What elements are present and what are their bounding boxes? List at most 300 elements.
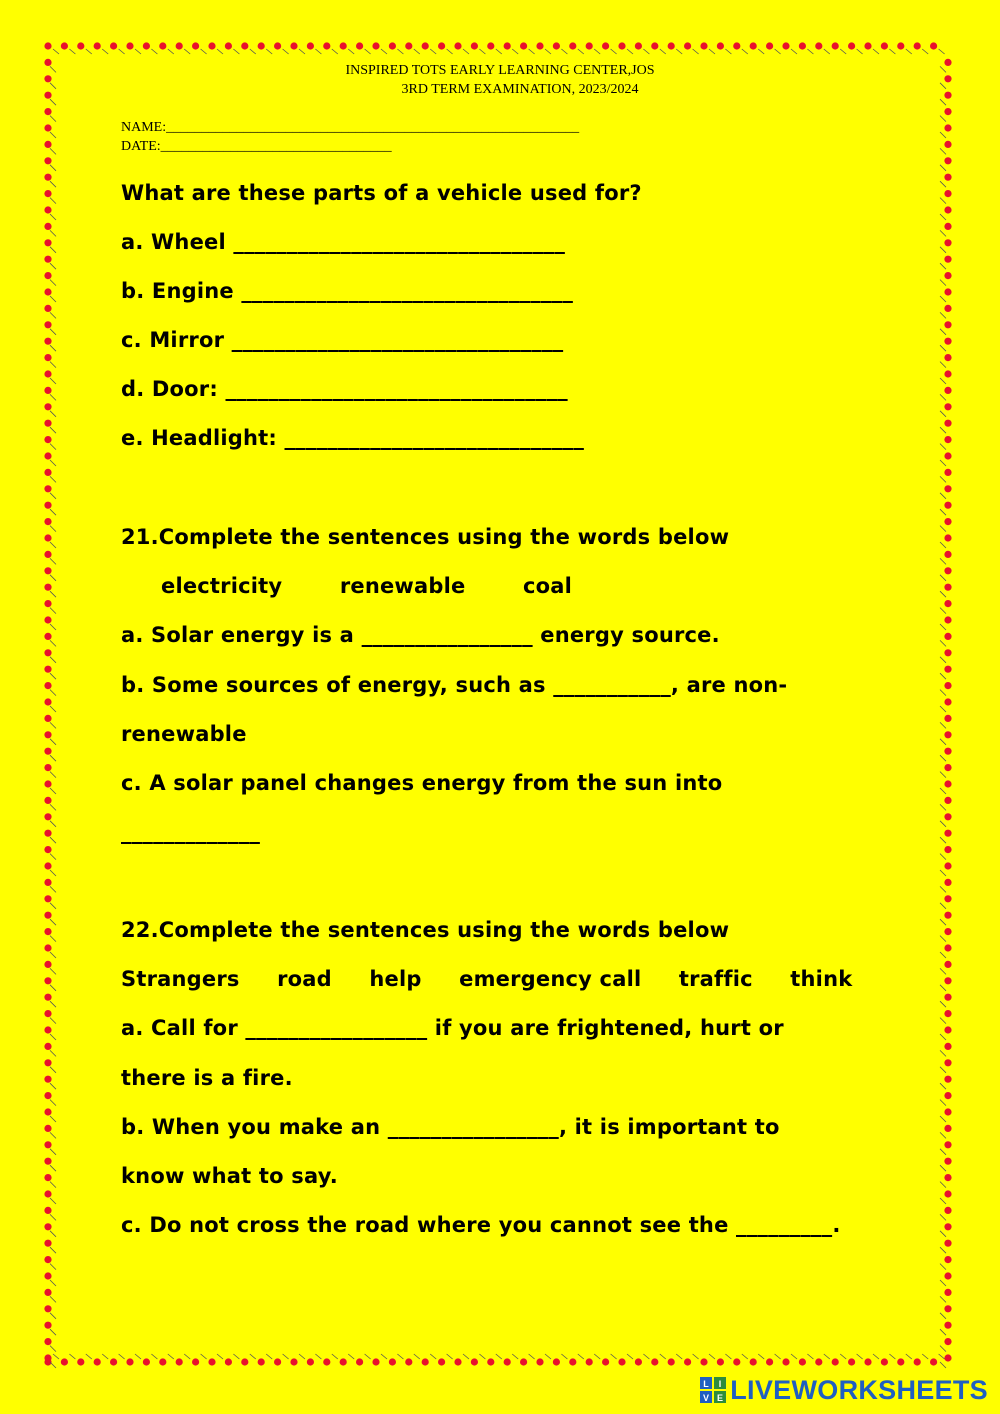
border-stroke bbox=[53, 1354, 59, 1359]
border-dot bbox=[815, 1358, 822, 1365]
border-dot bbox=[44, 567, 51, 574]
border-dot bbox=[799, 42, 806, 49]
border-stroke bbox=[940, 936, 946, 942]
border-dot bbox=[782, 42, 789, 49]
border-stroke bbox=[50, 394, 56, 400]
question-21-sentence-b[interactable]: b. Some sources of energy, such as ___________, are non- bbox=[121, 673, 788, 697]
border-dot bbox=[44, 321, 51, 328]
border-stroke bbox=[348, 49, 354, 54]
border-dot bbox=[944, 567, 951, 574]
border-dot bbox=[44, 288, 51, 295]
word-bank-item: Strangers bbox=[121, 967, 240, 991]
border-stroke bbox=[940, 345, 946, 351]
border-dot bbox=[897, 42, 904, 49]
border-dot bbox=[405, 1358, 412, 1365]
border-dot bbox=[44, 616, 51, 623]
border-stroke bbox=[940, 116, 946, 122]
border-dot bbox=[602, 1358, 609, 1365]
border-stroke bbox=[50, 345, 56, 351]
border-stroke bbox=[529, 1354, 535, 1359]
border-dot bbox=[258, 42, 265, 49]
border-stroke bbox=[940, 427, 946, 433]
border-dot bbox=[944, 1207, 951, 1214]
border-stroke bbox=[940, 296, 946, 302]
border-dot bbox=[944, 1010, 951, 1017]
border-stroke bbox=[50, 1132, 56, 1138]
border-dot bbox=[750, 1358, 757, 1365]
border-stroke bbox=[940, 1083, 946, 1089]
border-stroke bbox=[50, 919, 56, 925]
border-stroke bbox=[365, 1354, 371, 1359]
border-dot bbox=[44, 961, 51, 968]
border-dot bbox=[944, 1322, 951, 1329]
border-stroke bbox=[50, 378, 56, 384]
border-dot bbox=[944, 272, 951, 279]
border-stroke bbox=[479, 1354, 485, 1359]
border-dot bbox=[944, 534, 951, 541]
word-bank-item: coal bbox=[522, 574, 573, 598]
border-stroke bbox=[50, 1247, 56, 1253]
border-stroke bbox=[940, 460, 946, 466]
border-dot bbox=[944, 1059, 951, 1066]
border-dot bbox=[126, 1358, 133, 1365]
border-dot bbox=[44, 452, 51, 459]
border-dot bbox=[44, 944, 51, 951]
border-stroke bbox=[50, 1001, 56, 1007]
border-stroke bbox=[676, 1354, 682, 1359]
border-stroke bbox=[332, 1354, 338, 1359]
border-stroke bbox=[940, 804, 946, 810]
vehicle-item-engine[interactable]: b. Engine _______________________________ bbox=[121, 279, 574, 303]
vehicle-item-door[interactable]: d. Door: ________________________________ bbox=[121, 377, 568, 401]
border-stroke bbox=[940, 1264, 946, 1270]
border-stroke bbox=[940, 870, 946, 876]
border-dot bbox=[290, 42, 297, 49]
border-stroke bbox=[940, 444, 946, 450]
border-dot bbox=[110, 42, 117, 49]
border-dot bbox=[944, 420, 951, 427]
border-dot bbox=[944, 190, 951, 197]
border-dot bbox=[44, 502, 51, 509]
border-dot bbox=[944, 813, 951, 820]
question-22-sentence-c[interactable]: c. Do not cross the road where you cannot see the _________. bbox=[121, 1213, 841, 1237]
border-stroke bbox=[151, 1354, 157, 1359]
border-stroke bbox=[611, 49, 617, 54]
border-stroke bbox=[660, 1354, 666, 1359]
border-stroke bbox=[50, 181, 56, 187]
vehicle-item-wheel[interactable]: a. Wheel _______________________________ bbox=[121, 230, 566, 254]
border-dot bbox=[44, 256, 51, 263]
border-dot bbox=[77, 42, 84, 49]
border-dot bbox=[944, 912, 951, 919]
border-stroke bbox=[217, 1354, 223, 1359]
border-dot bbox=[944, 305, 951, 312]
border-dot bbox=[944, 485, 951, 492]
border-dot bbox=[881, 42, 888, 49]
border-dot bbox=[44, 1059, 51, 1066]
border-dot bbox=[44, 1174, 51, 1181]
border-stroke bbox=[53, 49, 59, 54]
border-dot bbox=[44, 518, 51, 525]
border-stroke bbox=[397, 1354, 403, 1359]
border-dot bbox=[143, 1358, 150, 1365]
border-dot bbox=[944, 174, 951, 181]
border-stroke bbox=[561, 49, 567, 54]
border-dot bbox=[832, 1358, 839, 1365]
border-stroke bbox=[151, 49, 157, 54]
border-stroke bbox=[940, 1050, 946, 1056]
border-stroke bbox=[578, 1354, 584, 1359]
border-dot bbox=[944, 108, 951, 115]
border-dot bbox=[553, 1358, 560, 1365]
border-stroke bbox=[50, 526, 56, 532]
border-stroke bbox=[50, 542, 56, 548]
word-bank-item: electricity bbox=[161, 574, 283, 598]
border-dot bbox=[832, 42, 839, 49]
border-dot bbox=[944, 288, 951, 295]
border-stroke bbox=[857, 1354, 863, 1359]
border-stroke bbox=[940, 132, 946, 138]
border-stroke bbox=[381, 1354, 387, 1359]
border-dot bbox=[192, 42, 199, 49]
border-stroke bbox=[940, 558, 946, 564]
border-stroke bbox=[940, 198, 946, 204]
border-stroke bbox=[940, 985, 946, 991]
border-dot bbox=[944, 387, 951, 394]
border-dot bbox=[700, 1358, 707, 1365]
border-dot bbox=[944, 928, 951, 935]
border-stroke bbox=[940, 657, 946, 663]
border-dot bbox=[454, 1358, 461, 1365]
vehicle-item-headlight[interactable]: e. Headlight: ____________________________ bbox=[121, 426, 585, 450]
question-22-sentence-b[interactable]: b. When you make an ________________, it is important to bbox=[121, 1115, 780, 1139]
border-stroke bbox=[840, 1354, 846, 1359]
border-stroke bbox=[940, 362, 946, 368]
border-stroke bbox=[447, 49, 453, 54]
border-dot bbox=[356, 1358, 363, 1365]
border-stroke bbox=[627, 49, 633, 54]
border-stroke bbox=[50, 312, 56, 318]
border-stroke bbox=[50, 198, 56, 204]
border-dot bbox=[520, 1358, 527, 1365]
border-dot bbox=[504, 1358, 511, 1365]
border-dot bbox=[944, 1141, 951, 1148]
border-stroke bbox=[940, 1214, 946, 1220]
border-dot bbox=[944, 1240, 951, 1247]
question-21-sentence-a[interactable]: a. Solar energy is a ________________ energy source. bbox=[121, 623, 720, 647]
border-dot bbox=[684, 1358, 691, 1365]
border-dot bbox=[944, 1076, 951, 1083]
border-dot bbox=[536, 1358, 543, 1365]
border-stroke bbox=[50, 444, 56, 450]
border-dot bbox=[944, 1256, 951, 1263]
border-dot bbox=[44, 780, 51, 787]
border-stroke bbox=[940, 722, 946, 728]
border-dot bbox=[944, 944, 951, 951]
border-dot bbox=[44, 338, 51, 345]
border-stroke bbox=[315, 1354, 321, 1359]
border-dot bbox=[536, 42, 543, 49]
border-stroke bbox=[50, 1296, 56, 1302]
border-stroke bbox=[50, 558, 56, 564]
border-dot bbox=[44, 141, 51, 148]
question-21-title: 21.Complete the sentences using the words below bbox=[121, 525, 730, 549]
border-dot bbox=[44, 485, 51, 492]
border-dot bbox=[944, 600, 951, 607]
border-dot bbox=[944, 1338, 951, 1345]
vehicle-item-mirror[interactable]: c. Mirror _______________________________ bbox=[121, 328, 564, 352]
border-dot bbox=[44, 1125, 51, 1132]
border-dot bbox=[651, 42, 658, 49]
question-22-title: 22.Complete the sentences using the words below bbox=[121, 918, 730, 942]
border-dot bbox=[44, 1076, 51, 1083]
border-stroke bbox=[50, 886, 56, 892]
border-dot bbox=[944, 846, 951, 853]
border-stroke bbox=[233, 1354, 239, 1359]
question-21-answer-blank-c[interactable]: _____________ bbox=[121, 820, 261, 844]
question-22-sentence-a[interactable]: a. Call for _________________ if you are frightened, hurt or bbox=[121, 1016, 784, 1040]
border-dot bbox=[944, 748, 951, 755]
border-stroke bbox=[365, 49, 371, 54]
border-dot bbox=[44, 370, 51, 377]
border-dot bbox=[944, 1272, 951, 1279]
border-stroke bbox=[940, 1296, 946, 1302]
border-stroke bbox=[168, 49, 174, 54]
border-stroke bbox=[742, 49, 748, 54]
border-dot bbox=[944, 1125, 951, 1132]
border-stroke bbox=[725, 49, 731, 54]
border-dot bbox=[44, 1305, 51, 1312]
border-stroke bbox=[940, 312, 946, 318]
word-bank-item: think bbox=[790, 967, 853, 991]
border-stroke bbox=[50, 362, 56, 368]
border-stroke bbox=[643, 1354, 649, 1359]
border-dot bbox=[944, 469, 951, 476]
border-dot bbox=[944, 338, 951, 345]
border-dot bbox=[944, 518, 951, 525]
border-stroke bbox=[940, 1329, 946, 1335]
border-dot bbox=[44, 1272, 51, 1279]
border-dot bbox=[815, 42, 822, 49]
border-dot bbox=[44, 1322, 51, 1329]
border-dot bbox=[569, 42, 576, 49]
border-dot bbox=[44, 1010, 51, 1017]
border-stroke bbox=[940, 575, 946, 581]
border-stroke bbox=[758, 49, 764, 54]
border-stroke bbox=[50, 329, 56, 335]
border-dot bbox=[44, 124, 51, 131]
border-dot bbox=[782, 1358, 789, 1365]
border-dot bbox=[944, 633, 951, 640]
border-dot bbox=[44, 1256, 51, 1263]
border-stroke bbox=[940, 1018, 946, 1024]
border-dot bbox=[944, 321, 951, 328]
border-stroke bbox=[217, 49, 223, 54]
border-stroke bbox=[50, 1116, 56, 1122]
border-dot bbox=[799, 1358, 806, 1365]
question-22-sentence-a-cont: there is a fire. bbox=[121, 1066, 293, 1090]
border-stroke bbox=[824, 49, 830, 54]
border-dot bbox=[944, 797, 951, 804]
border-dot bbox=[471, 1358, 478, 1365]
border-stroke bbox=[940, 1100, 946, 1106]
border-stroke bbox=[940, 1149, 946, 1155]
border-stroke bbox=[50, 788, 56, 794]
border-dot bbox=[44, 190, 51, 197]
border-stroke bbox=[940, 788, 946, 794]
border-dot bbox=[44, 584, 51, 591]
border-stroke bbox=[50, 755, 56, 761]
border-dot bbox=[208, 1358, 215, 1365]
border-stroke bbox=[50, 509, 56, 515]
border-stroke bbox=[50, 1280, 56, 1286]
border-stroke bbox=[545, 49, 551, 54]
border-dot bbox=[881, 1358, 888, 1365]
border-dot bbox=[668, 42, 675, 49]
border-stroke bbox=[940, 230, 946, 236]
border-dot bbox=[44, 1158, 51, 1165]
border-dot bbox=[944, 1158, 951, 1165]
border-stroke bbox=[50, 821, 56, 827]
border-stroke bbox=[676, 49, 682, 54]
border-dot bbox=[44, 698, 51, 705]
border-stroke bbox=[69, 49, 75, 54]
border-stroke bbox=[168, 1354, 174, 1359]
border-dot bbox=[44, 731, 51, 738]
border-dot bbox=[372, 1358, 379, 1365]
name-field[interactable]: NAME:___________________________________________________________ bbox=[121, 120, 580, 135]
border-stroke bbox=[50, 1231, 56, 1237]
border-stroke bbox=[50, 903, 56, 909]
border-stroke bbox=[775, 49, 781, 54]
border-dot bbox=[471, 42, 478, 49]
border-dot bbox=[44, 436, 51, 443]
border-dot bbox=[944, 1190, 951, 1197]
border-stroke bbox=[50, 493, 56, 499]
border-dot bbox=[44, 305, 51, 312]
border-stroke bbox=[299, 1354, 305, 1359]
border-stroke bbox=[50, 591, 56, 597]
border-dot bbox=[94, 42, 101, 49]
border-dot bbox=[44, 633, 51, 640]
border-dot bbox=[930, 42, 937, 49]
border-stroke bbox=[50, 1083, 56, 1089]
border-dot bbox=[340, 42, 347, 49]
question-21-sentence-b-cont: renewable bbox=[121, 722, 247, 746]
border-stroke bbox=[889, 1354, 895, 1359]
border-dot bbox=[944, 502, 951, 509]
border-dot bbox=[44, 649, 51, 656]
border-dot bbox=[44, 354, 51, 361]
border-dot bbox=[944, 1174, 951, 1181]
border-dot bbox=[944, 1026, 951, 1033]
border-stroke bbox=[940, 1231, 946, 1237]
border-stroke bbox=[791, 49, 797, 54]
border-stroke bbox=[50, 870, 56, 876]
border-dot bbox=[944, 666, 951, 673]
border-dot bbox=[44, 1207, 51, 1214]
border-dot bbox=[208, 42, 215, 49]
border-stroke bbox=[940, 608, 946, 614]
border-dot bbox=[586, 42, 593, 49]
border-stroke bbox=[940, 214, 946, 220]
border-stroke bbox=[430, 1354, 436, 1359]
border-dot bbox=[44, 928, 51, 935]
border-stroke bbox=[940, 247, 946, 253]
border-stroke bbox=[50, 1034, 56, 1040]
border-stroke bbox=[50, 1149, 56, 1155]
border-stroke bbox=[479, 49, 485, 54]
border-stroke bbox=[940, 493, 946, 499]
border-dot bbox=[44, 600, 51, 607]
border-stroke bbox=[940, 329, 946, 335]
border-dot bbox=[94, 1358, 101, 1365]
border-dot bbox=[422, 1358, 429, 1365]
border-dot bbox=[944, 223, 951, 230]
border-stroke bbox=[50, 575, 56, 581]
border-stroke bbox=[939, 1354, 945, 1359]
border-stroke bbox=[791, 1354, 797, 1359]
border-stroke bbox=[940, 1313, 946, 1319]
border-dot bbox=[944, 715, 951, 722]
border-stroke bbox=[807, 49, 813, 54]
border-stroke bbox=[725, 1354, 731, 1359]
border-stroke bbox=[86, 49, 92, 54]
liveworksheets-logo[interactable] bbox=[700, 1376, 988, 1404]
border-stroke bbox=[50, 247, 56, 253]
border-dot bbox=[914, 1358, 921, 1365]
border-dot bbox=[44, 387, 51, 394]
border-dot bbox=[944, 698, 951, 705]
border-dot bbox=[340, 1358, 347, 1365]
border-dot bbox=[323, 1358, 330, 1365]
border-dot bbox=[176, 42, 183, 49]
border-dot bbox=[389, 42, 396, 49]
border-dot bbox=[44, 534, 51, 541]
word-bank-item: renewable bbox=[339, 574, 466, 598]
border-stroke bbox=[940, 640, 946, 646]
border-dot bbox=[44, 42, 51, 49]
border-dot bbox=[110, 1358, 117, 1365]
border-dot bbox=[733, 42, 740, 49]
border-dot bbox=[356, 42, 363, 49]
border-stroke bbox=[50, 1362, 56, 1368]
border-stroke bbox=[496, 1354, 502, 1359]
border-dot bbox=[651, 1358, 658, 1365]
border-dot bbox=[44, 813, 51, 820]
border-dot bbox=[44, 912, 51, 919]
border-stroke bbox=[50, 1018, 56, 1024]
border-stroke bbox=[906, 49, 912, 54]
border-dot bbox=[930, 1358, 937, 1365]
border-stroke bbox=[940, 903, 946, 909]
border-dot bbox=[487, 42, 494, 49]
border-stroke bbox=[940, 1182, 946, 1188]
border-dot bbox=[405, 42, 412, 49]
border-dot bbox=[944, 682, 951, 689]
border-dot bbox=[323, 42, 330, 49]
border-dot bbox=[241, 1358, 248, 1365]
border-stroke bbox=[283, 1354, 289, 1359]
date-field[interactable]: DATE:_________________________________ bbox=[121, 139, 392, 154]
border-dot bbox=[307, 42, 314, 49]
border-dot bbox=[274, 42, 281, 49]
border-dot bbox=[848, 42, 855, 49]
border-dot bbox=[944, 764, 951, 771]
school-name: INSPIRED TOTS EARLY LEARNING CENTER,JOS bbox=[345, 63, 655, 78]
border-dot bbox=[44, 272, 51, 279]
border-stroke bbox=[496, 49, 502, 54]
